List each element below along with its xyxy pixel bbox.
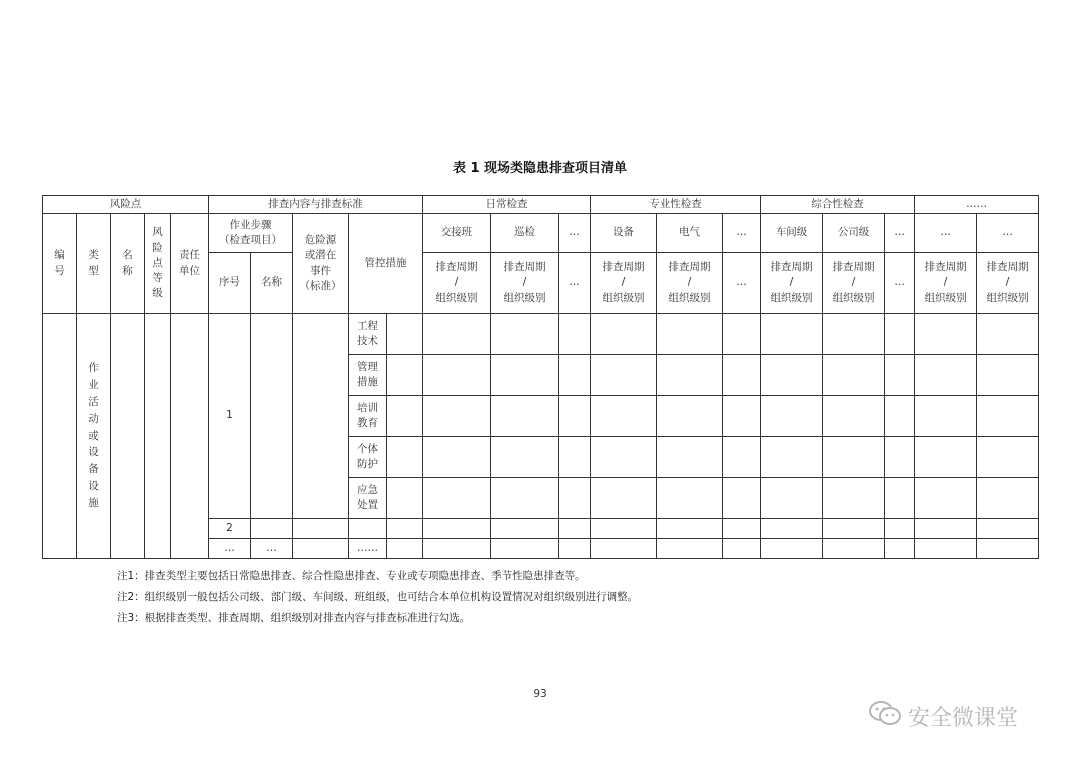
cycle-cell: 排查周期 / 组织级别 [591, 253, 657, 314]
header-special-check: 专业性检查 [591, 196, 761, 214]
header-company-level: 公司级 [823, 214, 885, 253]
header-daily-check: 日常检查 [423, 196, 591, 214]
body-number-cell [43, 314, 77, 559]
header-more-ellipsis-2: … [977, 214, 1039, 253]
header-seq: 序号 [209, 253, 251, 314]
cycle-cell: 排查周期 / 组织级别 [823, 253, 885, 314]
table-title: 表 1 现场类隐患排查项目清单 [452, 161, 628, 176]
step-name-1 [251, 314, 293, 519]
cycle-cell: 排查周期 / 组织级别 [977, 253, 1039, 314]
step-hazard-1 [293, 314, 349, 519]
header-responsible-unit: 责任 单位 [171, 214, 209, 314]
hazard-checklist-table [42, 195, 1039, 559]
table-notes [117, 566, 638, 629]
header-content-standard: 排查内容与排查标准 [209, 196, 423, 214]
cycle-cell: 排查周期 / 组织级别 [657, 253, 723, 314]
header-hazard-source: 危险源 或潜在 事件 （标准） [293, 214, 349, 314]
body-name-cell [111, 314, 145, 559]
cycle-cell: 排查周期 / 组织级别 [761, 253, 823, 314]
header-more-check: …… [915, 196, 1039, 214]
measure-management: 管理 措施 [349, 355, 387, 396]
header-workshop-level: 车间级 [761, 214, 823, 253]
measure-more: …… [349, 539, 387, 559]
step-seq-2: 2 [209, 519, 251, 539]
body-unit-cell [171, 314, 209, 559]
body-type-cell [77, 314, 111, 559]
header-control-measures: 管控措施 [349, 214, 423, 314]
header-type: 类 型 [77, 214, 111, 314]
header-handover: 交接班 [423, 214, 491, 253]
note-1: 注1：排查类型主要包括日常隐患排查、综合性隐患排查、专业或专项隐患排查、季节性隐患排查等。 [117, 570, 586, 582]
header-patrol: 巡检 [491, 214, 559, 253]
step-name-more: … [251, 539, 293, 559]
body-level-cell [145, 314, 171, 559]
step-seq-more: … [209, 539, 251, 559]
watermark [868, 700, 1018, 732]
cycle-ellipsis: … [723, 253, 761, 314]
cycle-cell: 排查周期 / 组织级别 [491, 253, 559, 314]
header-daily-ellipsis: … [559, 214, 591, 253]
note-2: 注2：组织级别一般包括公司级、部门级、车间级、班组级，也可结合本单位机构设置情况对组织级别进行调整。 [117, 591, 639, 603]
header-risk-level: 风 险 点 等 级 [145, 214, 171, 314]
cycle-cell: 排查周期 / 组织级别 [423, 253, 491, 314]
header-electrical: 电气 [657, 214, 723, 253]
header-name: 名 称 [111, 214, 145, 314]
note-3: 注3：根据排查类型、排查周期、组织级别对排查内容与排查标准进行勾选。 [117, 612, 471, 624]
wechat-icon [868, 700, 902, 732]
header-special-ellipsis: … [723, 214, 761, 253]
header-comprehensive-check: 综合性检查 [761, 196, 915, 214]
header-comprehensive-ellipsis: … [885, 214, 915, 253]
table-row [43, 314, 1039, 355]
header-risk-point: 风险点 [43, 196, 209, 214]
measure-emergency: 应急 处置 [349, 478, 387, 519]
page-number: 93 [533, 688, 547, 700]
risk-type-label: 作 业 活 动 或 设 备 设 施 [88, 362, 99, 509]
watermark-text: 安全微课堂 [908, 705, 1019, 731]
measure-engineering: 工程 技术 [349, 314, 387, 355]
cycle-ellipsis: … [885, 253, 915, 314]
measure-training: 培训 教育 [349, 396, 387, 437]
header-number: 编 号 [43, 214, 77, 314]
header-step-name: 名称 [251, 253, 293, 314]
cycle-ellipsis: … [559, 253, 591, 314]
header-more-ellipsis-1: … [915, 214, 977, 253]
cycle-cell: 排查周期 / 组织级别 [915, 253, 977, 314]
header-work-step: 作业步骤 （检查项目） [209, 214, 293, 253]
header-equipment: 设备 [591, 214, 657, 253]
step-seq-1: 1 [209, 314, 251, 519]
measure-personal-protection: 个体 防护 [349, 437, 387, 478]
